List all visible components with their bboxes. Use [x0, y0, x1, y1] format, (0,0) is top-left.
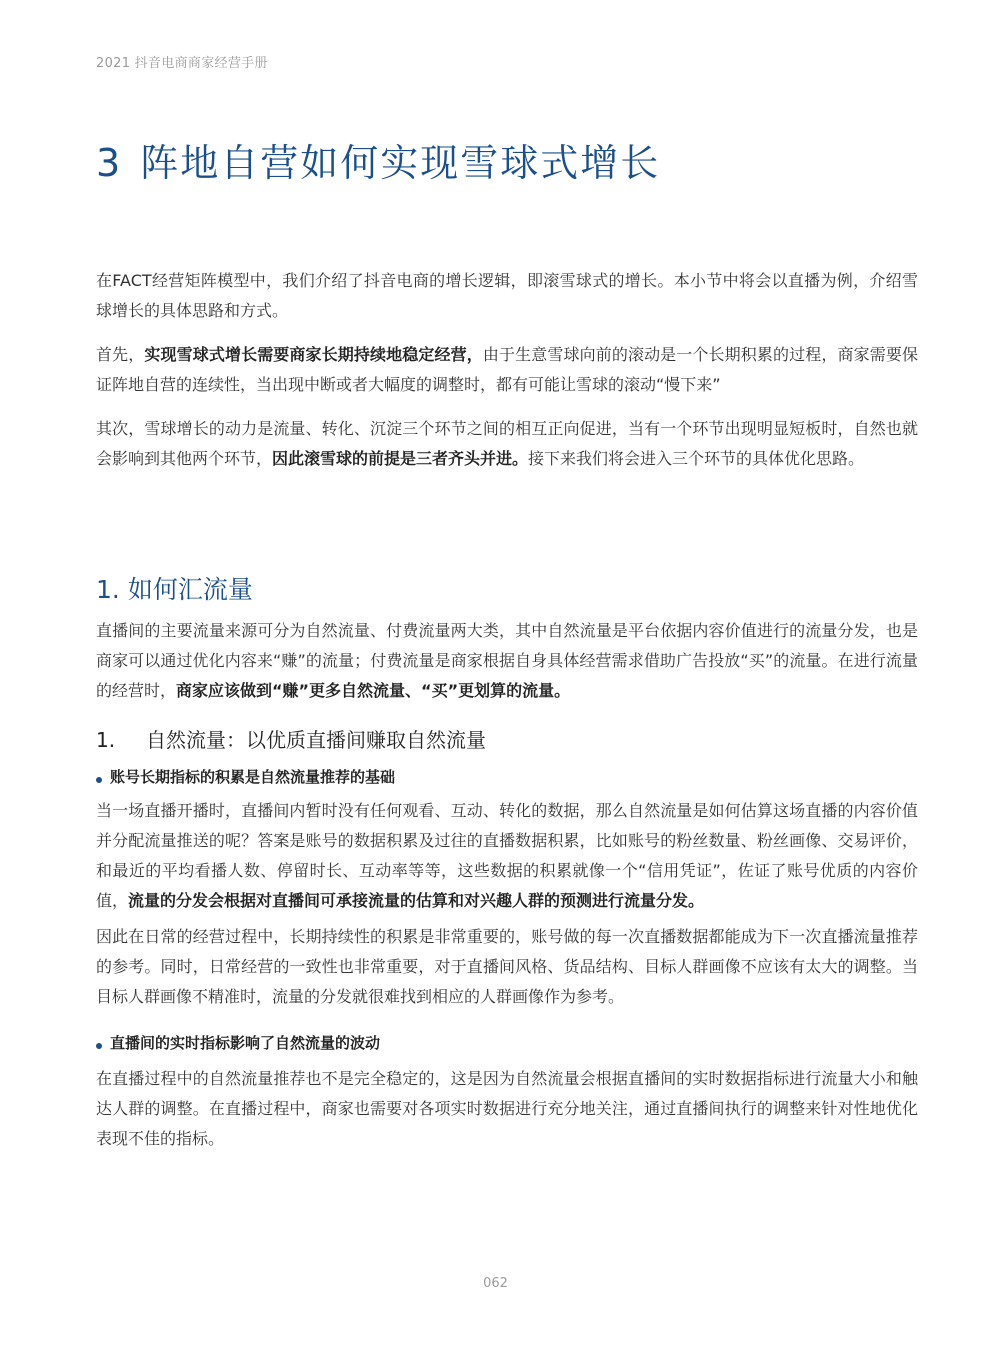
subsection-title	[96, 724, 486, 753]
bullet-heading-2-text: 直播间的实时指标影响了自然流量的波动	[110, 1034, 381, 1052]
running-header: 2021 抖音电商商家经营手册	[96, 56, 268, 71]
subsection-number: 1.	[96, 728, 116, 752]
bullet1-paragraph-2: 因此在日常的经营过程中，长期持续性的积累是非常重要的，账号做的每一次直播数据都能成为下一次直播流量推荐的参考。同时，日常经营的一致性也非常重要，对于直播间风格、货品结构、目标人群画像不应该有太大的调整。当目标人群画像不精准时，流量的分发就很难找到相应的人群画像作为参考。	[96, 927, 918, 1006]
page-number: 062	[483, 1276, 508, 1291]
subsection-title-text: 自然流量：以优质直播间赚取自然流量	[146, 728, 486, 752]
bullet-dot-icon	[96, 777, 102, 783]
chapter-title-text: 阵地自营如何实现雪球式增长	[140, 141, 661, 185]
section-title	[96, 570, 253, 606]
intro-p3-rest: 接下来我们将会进入三个环节的具体优化思路。	[528, 449, 865, 468]
section-number: 1.	[96, 575, 120, 604]
intro-paragraph-2	[96, 340, 918, 400]
chapter-number: 3	[96, 141, 123, 185]
intro-p2-rest: 由于生意雪球向前的滚动是一个长期积累的过程，商家需要保证阵地自营的连续性，当出现中断或者大幅度的调整时，都有可能让雪球的滚动“慢下来”	[96, 345, 918, 394]
bullet1-p1-emphasis: 流量的分发会根据对直播间可承接流量的估算和对兴趣人群的预测进行流量分发。	[128, 891, 705, 910]
intro-p2-emphasis: 实现雪球式增长需要商家长期持续地稳定经营，	[144, 345, 483, 364]
bullet1-p1-lead: 当一场直播开播时，直播间内暂时没有任何观看、互动、转化的数据，那么自然流量是如何估算这场直播的内容价值并分配流量推送的呢？答案是账号的数据积累及过往的直播数据积累，比如账号的粉丝数量、粉丝画像、交易评价，和最近的平均看播人数、停留时长、互动率等等，这些数据的积累就像一个“信用凭证”，佐证了账号优质的内容价值，	[96, 801, 918, 910]
bullet-heading-1	[96, 766, 395, 787]
bullet-dot-icon	[96, 1043, 102, 1049]
intro-p3-emphasis: 因此滚雪球的前提是三者齐头并进。	[272, 449, 529, 468]
section-paragraph-1	[96, 616, 918, 706]
intro-paragraph-3	[96, 414, 918, 474]
bullet2-paragraph-1: 在直播过程中的自然流量推荐也不是完全稳定的，这是因为自然流量会根据直播间的实时数据指标进行流量大小和触达人群的调整。在直播过程中，商家也需要对各项实时数据进行充分地关注，通过直播间执行的调整来针对性地优化表现不佳的指标。	[96, 1069, 918, 1148]
intro-p3-lead: 其次，雪球增长的动力是流量、转化、沉淀三个环节之间的相互正向促进，当有一个环节出现明显短板时，自然也就会影响到其他两个环节，	[96, 419, 918, 468]
section-title-text: 如何汇流量	[127, 575, 253, 604]
intro-paragraph-1: 在FACT经营矩阵模型中，我们介绍了抖音电商的增长逻辑，即滚雪球式的增长。本小节中将会以直播为例，介绍雪球增长的具体思路和方式。	[96, 271, 918, 320]
bullet-heading-2	[96, 1032, 380, 1053]
section-p1-emphasis: 商家应该做到“赚”更多自然流量、“买”更划算的流量。	[176, 681, 571, 700]
bullet1-paragraph-1	[96, 796, 918, 916]
intro-p2-lead: 首先，	[96, 345, 145, 364]
chapter-title	[96, 132, 660, 187]
section-p1-lead: 直播间的主要流量来源可分为自然流量、付费流量两大类，其中自然流量是平台依据内容价值进行的流量分发，也是商家可以通过优化内容来“赚”的流量；付费流量是商家根据自身具体经营需求借助广告投放“买”的流量。在进行流量的经营时，	[96, 621, 918, 700]
bullet-heading-1-text: 账号长期指标的积累是自然流量推荐的基础	[110, 768, 396, 786]
